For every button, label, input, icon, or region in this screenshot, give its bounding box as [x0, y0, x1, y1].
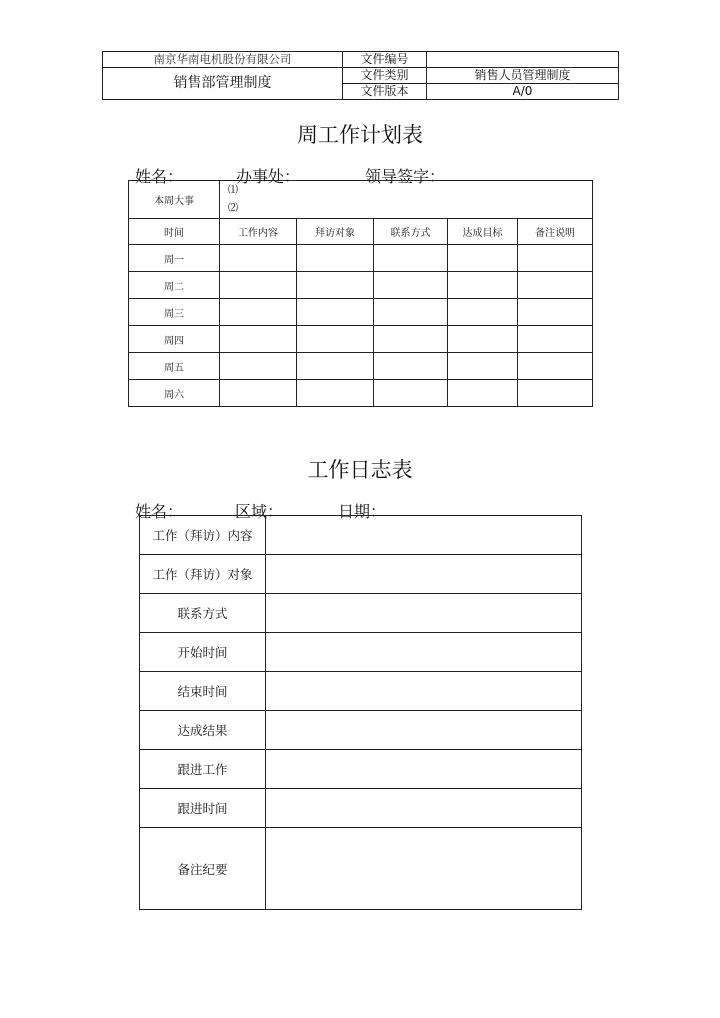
cell-remark[interactable]	[518, 245, 593, 272]
col-header-goal: 达成目标	[448, 219, 518, 245]
col-header-content: 工作内容	[220, 219, 297, 245]
cell-goal[interactable]	[448, 326, 518, 353]
table-row	[140, 672, 582, 711]
weekly-meta-line	[135, 164, 605, 186]
weekly-signature-field: 领导签字：	[365, 167, 446, 186]
department-policy: 销售部管理制度	[103, 68, 343, 100]
row-label: 达成结果	[140, 711, 266, 750]
day-label: 周四	[129, 326, 220, 353]
cell-goal[interactable]	[448, 299, 518, 326]
major-events-label: 本周大事	[129, 181, 220, 219]
table-row	[129, 326, 593, 353]
cell-content[interactable]	[220, 380, 297, 407]
table-row	[140, 828, 582, 910]
day-label: 周一	[129, 245, 220, 272]
cell-visit-target[interactable]	[297, 380, 374, 407]
cell-goal[interactable]	[448, 380, 518, 407]
row-value-cell[interactable]	[266, 789, 582, 828]
daily-region-field: 区域：	[235, 502, 284, 521]
row-label: 联系方式	[140, 594, 266, 633]
cell-contact[interactable]	[374, 326, 448, 353]
cell-content[interactable]	[220, 326, 297, 353]
weekly-plan-title: 周工作计划表	[297, 123, 423, 147]
day-label: 周三	[129, 299, 220, 326]
row-label: 开始时间	[140, 633, 266, 672]
cell-content[interactable]	[220, 272, 297, 299]
major-events-cell[interactable]	[220, 181, 593, 219]
row-label: 跟进时间	[140, 789, 266, 828]
daily-log-table	[139, 515, 582, 910]
cell-goal[interactable]	[448, 245, 518, 272]
doc-number-value	[427, 52, 619, 68]
cell-contact[interactable]	[374, 299, 448, 326]
cell-goal[interactable]	[448, 272, 518, 299]
major-item-2: ⑵	[228, 202, 238, 214]
cell-contact[interactable]	[374, 245, 448, 272]
table-row	[140, 789, 582, 828]
row-value-cell[interactable]	[266, 594, 582, 633]
day-label: 周五	[129, 353, 220, 380]
cell-contact[interactable]	[374, 272, 448, 299]
row-value-cell[interactable]	[266, 633, 582, 672]
table-row	[140, 750, 582, 789]
table-row	[129, 380, 593, 407]
table-row	[129, 272, 593, 299]
table-row	[140, 633, 582, 672]
row-label: 工作（拜访）内容	[140, 516, 266, 555]
cell-visit-target[interactable]	[297, 299, 374, 326]
cell-content[interactable]	[220, 245, 297, 272]
col-header-remark: 备注说明	[518, 219, 593, 245]
doc-version-value: A/0	[427, 84, 619, 100]
row-value-cell[interactable]	[266, 828, 582, 910]
cell-content[interactable]	[220, 299, 297, 326]
table-row	[129, 245, 593, 272]
doc-number-label: 文件编号	[343, 52, 427, 68]
day-label: 周六	[129, 380, 220, 407]
daily-meta-line	[135, 499, 585, 521]
col-header-visit-target: 拜访对象	[297, 219, 374, 245]
table-row	[129, 353, 593, 380]
cell-contact[interactable]	[374, 380, 448, 407]
row-value-cell[interactable]	[266, 516, 582, 555]
col-header-time: 时间	[129, 219, 220, 245]
doc-category-value: 销售人员管理制度	[427, 68, 619, 84]
daily-name-field: 姓名：	[135, 502, 184, 521]
weekly-office-field: 办事处：	[236, 167, 301, 186]
row-label: 工作（拜访）对象	[140, 555, 266, 594]
cell-contact[interactable]	[374, 353, 448, 380]
row-label: 结束时间	[140, 672, 266, 711]
weekly-plan-table	[128, 180, 593, 407]
cell-remark[interactable]	[518, 380, 593, 407]
daily-date-field: 日期：	[338, 502, 387, 521]
company-name: 南京华南电机股份有限公司	[103, 52, 343, 68]
row-value-cell[interactable]	[266, 555, 582, 594]
major-item-1: ⑴	[228, 184, 238, 196]
table-row	[140, 711, 582, 750]
cell-remark[interactable]	[518, 353, 593, 380]
table-row	[140, 516, 582, 555]
doc-category-label: 文件类别	[343, 68, 427, 84]
col-header-contact: 联系方式	[374, 219, 448, 245]
doc-version-label: 文件版本	[343, 84, 427, 100]
weekly-name-field: 姓名：	[135, 167, 184, 186]
document-header-table	[102, 51, 619, 100]
row-label: 备注纪要	[140, 828, 266, 910]
day-label: 周二	[129, 272, 220, 299]
row-value-cell[interactable]	[266, 672, 582, 711]
cell-remark[interactable]	[518, 272, 593, 299]
table-row	[140, 594, 582, 633]
cell-remark[interactable]	[518, 326, 593, 353]
cell-content[interactable]	[220, 353, 297, 380]
row-value-cell[interactable]	[266, 750, 582, 789]
daily-log-title: 工作日志表	[307, 458, 413, 482]
cell-goal[interactable]	[448, 353, 518, 380]
cell-visit-target[interactable]	[297, 353, 374, 380]
cell-remark[interactable]	[518, 299, 593, 326]
row-label: 跟进工作	[140, 750, 266, 789]
cell-visit-target[interactable]	[297, 272, 374, 299]
row-value-cell[interactable]	[266, 711, 582, 750]
table-row	[140, 555, 582, 594]
cell-visit-target[interactable]	[297, 245, 374, 272]
weekly-header-row	[129, 219, 593, 245]
table-row	[129, 299, 593, 326]
cell-visit-target[interactable]	[297, 326, 374, 353]
